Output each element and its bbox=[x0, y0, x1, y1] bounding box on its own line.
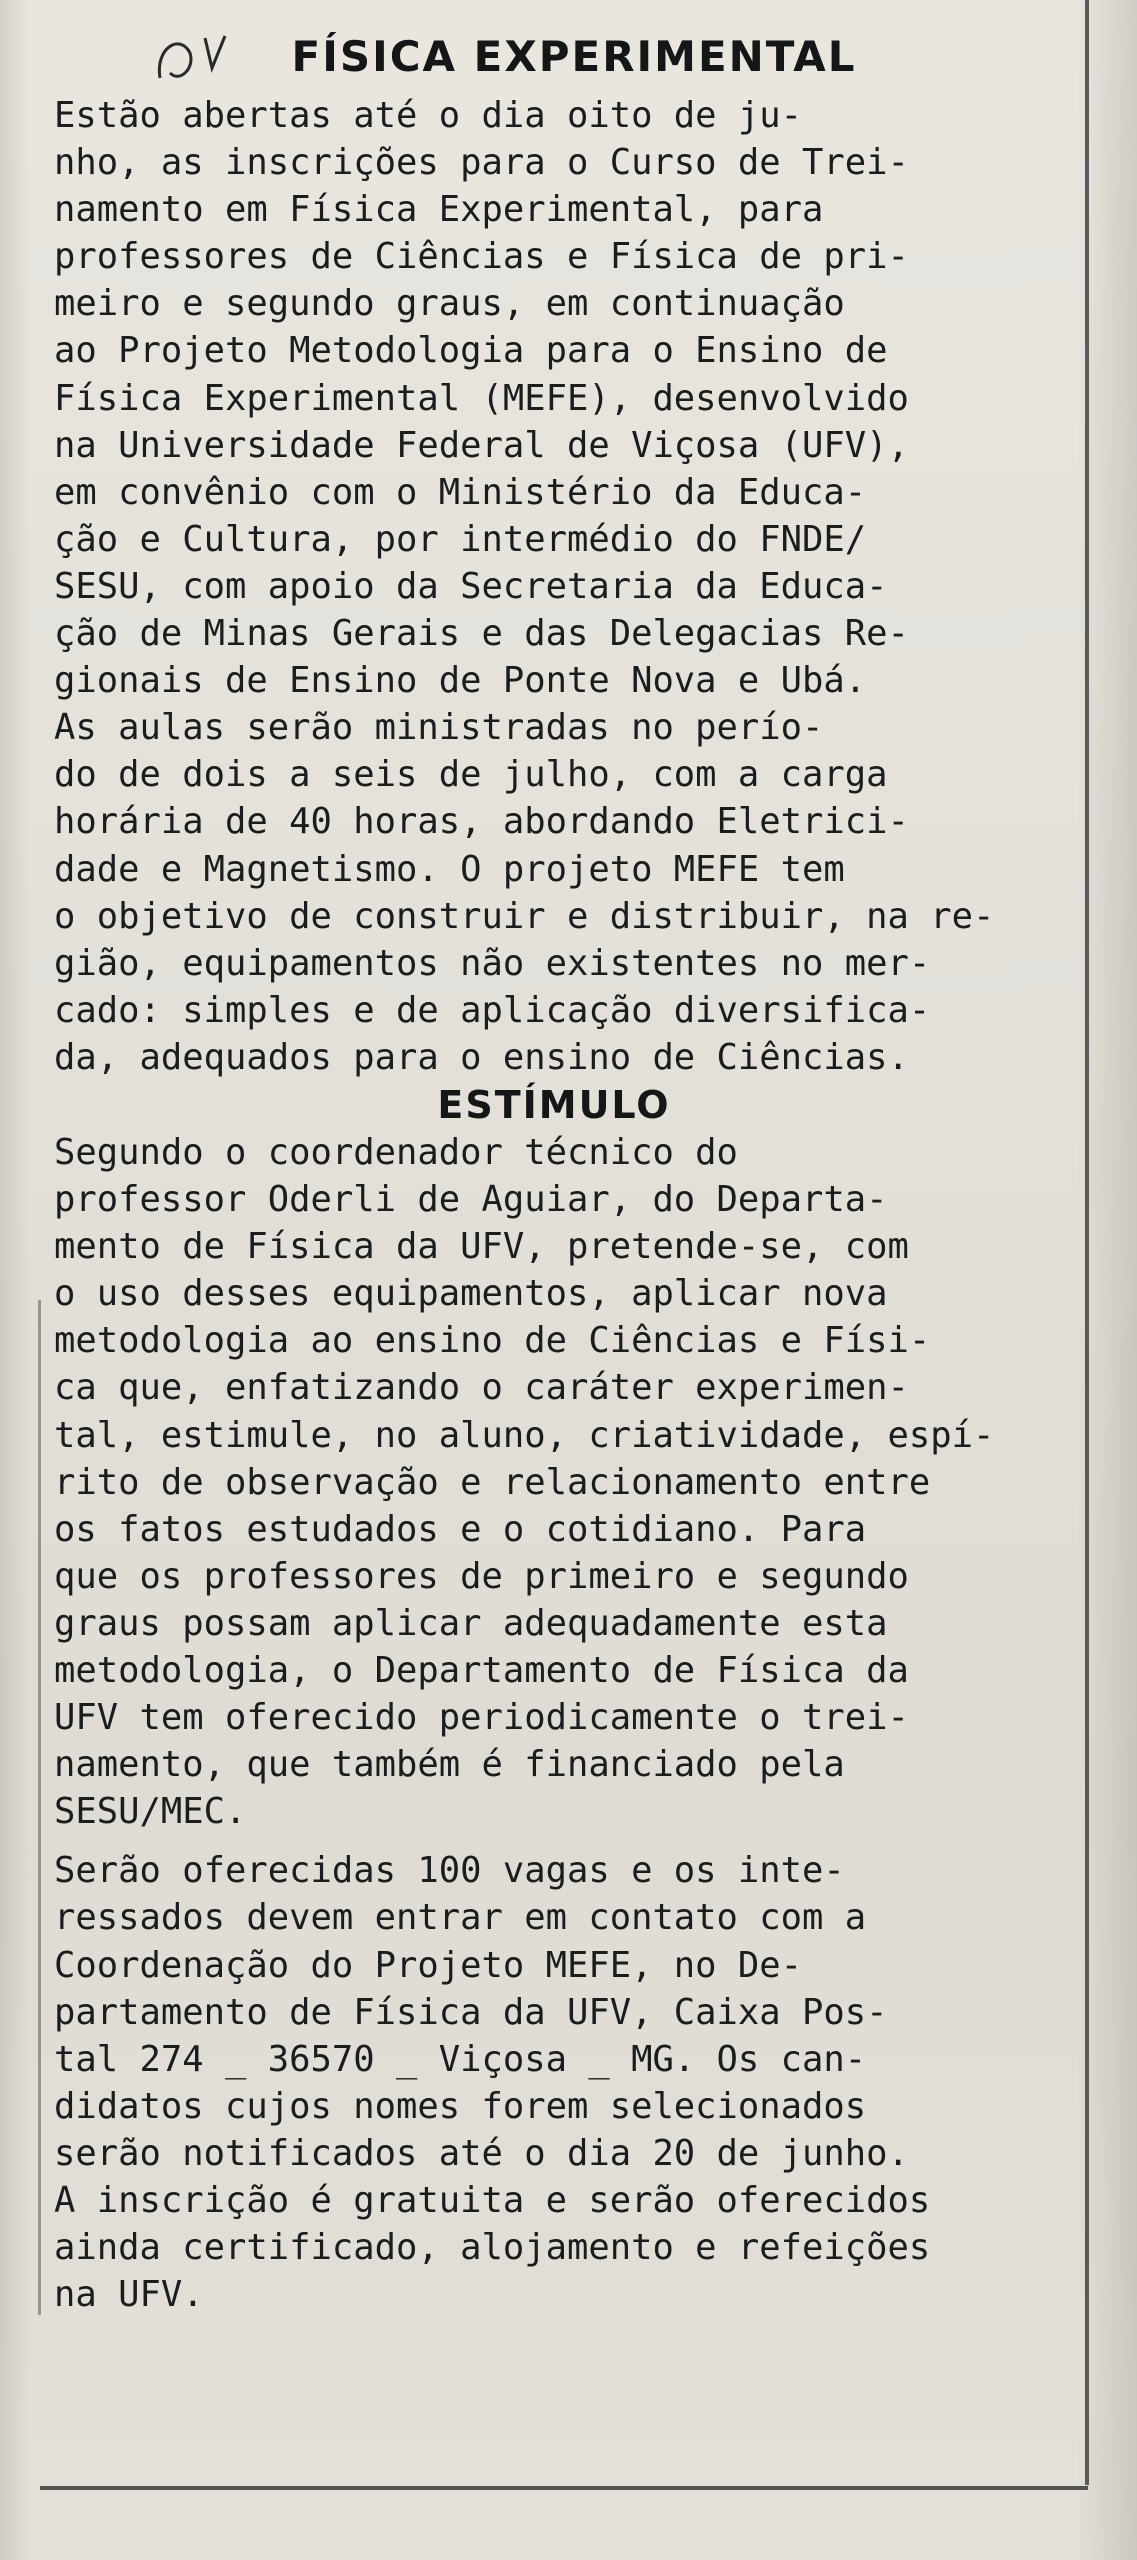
text-line: ressados devem entrar em contato com a bbox=[54, 1897, 867, 1939]
column-rule-left bbox=[38, 1300, 41, 2315]
text-line: ao Projeto Metodologia para o Ensino de bbox=[54, 330, 888, 372]
text-line: gionais de Ensino de Ponte Nova e Ubá. bbox=[54, 660, 867, 702]
text-line: os fatos estudados e o cotidiano. Para bbox=[54, 1508, 867, 1550]
text-line: didatos cujos nomes forem selecionados bbox=[54, 2085, 867, 2127]
article bbox=[54, 22, 1054, 2318]
text-line: A inscrição é gratuita e serão oferecidos bbox=[54, 2180, 931, 2222]
text-line: As aulas serão ministradas no perío- bbox=[54, 707, 824, 749]
text-line: cado: simples e de aplicação diversifica- bbox=[54, 989, 931, 1031]
text-line: ção de Minas Gerais e das Delegacias Re- bbox=[54, 613, 909, 655]
text-line: em convênio com o Ministério da Educa- bbox=[54, 471, 867, 513]
text-line: namento, que também é financiado pela bbox=[54, 1744, 845, 1786]
text-line: horária de 40 horas, abordando Eletrici- bbox=[54, 801, 909, 843]
text-line: Coordenação do Projeto MEFE, no De- bbox=[54, 1944, 803, 1986]
text-line: ção e Cultura, por intermédio do FNDE/ bbox=[54, 518, 867, 560]
text-line: na Universidade Federal de Viçosa (UFV), bbox=[54, 424, 909, 466]
text-line: SESU/MEC. bbox=[54, 1791, 247, 1833]
text-line: que os professores de primeiro e segundo bbox=[54, 1555, 909, 1597]
text-line: o uso desses equipamentos, aplicar nova bbox=[54, 1273, 888, 1315]
text-line: professores de Ciências e Física de pri- bbox=[54, 236, 909, 278]
text-line: da, adequados para o ensino de Ciências. bbox=[54, 1036, 909, 1078]
column-rule-right bbox=[1085, 0, 1089, 2485]
text-line: rito de observação e relacionamento entre bbox=[54, 1461, 931, 1503]
text-line: Serão oferecidas 100 vagas e os inte- bbox=[54, 1850, 845, 1892]
column-rule-bottom bbox=[40, 2486, 1088, 2490]
text-line: metodologia ao ensino de Ciências e Físi- bbox=[54, 1320, 931, 1362]
text-line: graus possam aplicar adequadamente esta bbox=[54, 1602, 888, 1644]
text-line: UFV tem oferecido periodicamente o trei- bbox=[54, 1697, 909, 1739]
text-line: Segundo o coordenador técnico do bbox=[54, 1131, 738, 1173]
text-line: SESU, com apoio da Secretaria da Educa- bbox=[54, 565, 888, 607]
text-line: ainda certificado, alojamento e refeições bbox=[54, 2227, 931, 2269]
text-line: meiro e segundo graus, em continuação bbox=[54, 283, 845, 325]
paragraph-spacer bbox=[54, 1835, 1054, 1847]
text-line: dade e Magnetismo. O projeto MEFE tem bbox=[54, 848, 845, 890]
text-line: na UFV. bbox=[54, 2274, 204, 2316]
text-line: Estão abertas até o dia oito de ju- bbox=[54, 95, 803, 136]
text-line: o objetivo de construir e distribuir, na re- bbox=[54, 895, 995, 937]
text-line: gião, equipamentos não existentes no mer- bbox=[54, 942, 931, 984]
text-line: mento de Física da UFV, pretende-se, com bbox=[54, 1226, 909, 1268]
paragraph-classes bbox=[54, 704, 1054, 1081]
text-line: serão notificados até o dia 20 de junho. bbox=[54, 2132, 909, 2174]
text-line: ca que, enfatizando o caráter experimen- bbox=[54, 1367, 909, 1409]
text-line: partamento de Física da UFV, Caixa Pos- bbox=[54, 1991, 888, 2033]
text-line: nho, as inscrições para o Curso de Trei- bbox=[54, 142, 909, 184]
paragraph-stimulus bbox=[54, 1129, 1054, 1835]
text-line: tal, estimule, no aluno, criatividade, espí- bbox=[54, 1414, 995, 1456]
paper-shadow-left bbox=[0, 0, 30, 2560]
text-line: namento em Física Experimental, para bbox=[54, 189, 824, 231]
text-line: professor Oderli de Aguiar, do Departa- bbox=[54, 1179, 888, 1221]
paragraph-vacancies bbox=[54, 1847, 1054, 2318]
text-line: metodologia, o Departamento de Física da bbox=[54, 1650, 909, 1691]
text-line: do de dois a seis de julho, com a carga bbox=[54, 754, 888, 796]
text-line: Física Experimental (MEFE), desenvolvido bbox=[54, 377, 909, 419]
paragraph-registration bbox=[54, 92, 1054, 704]
article-headline: FÍSICA EXPERIMENTAL bbox=[291, 32, 857, 81]
text-line: tal 274 _ 36570 _ Viçosa _ MG. Os can- bbox=[54, 2038, 867, 2080]
section-subheading: ESTÍMULO bbox=[437, 1082, 671, 1127]
